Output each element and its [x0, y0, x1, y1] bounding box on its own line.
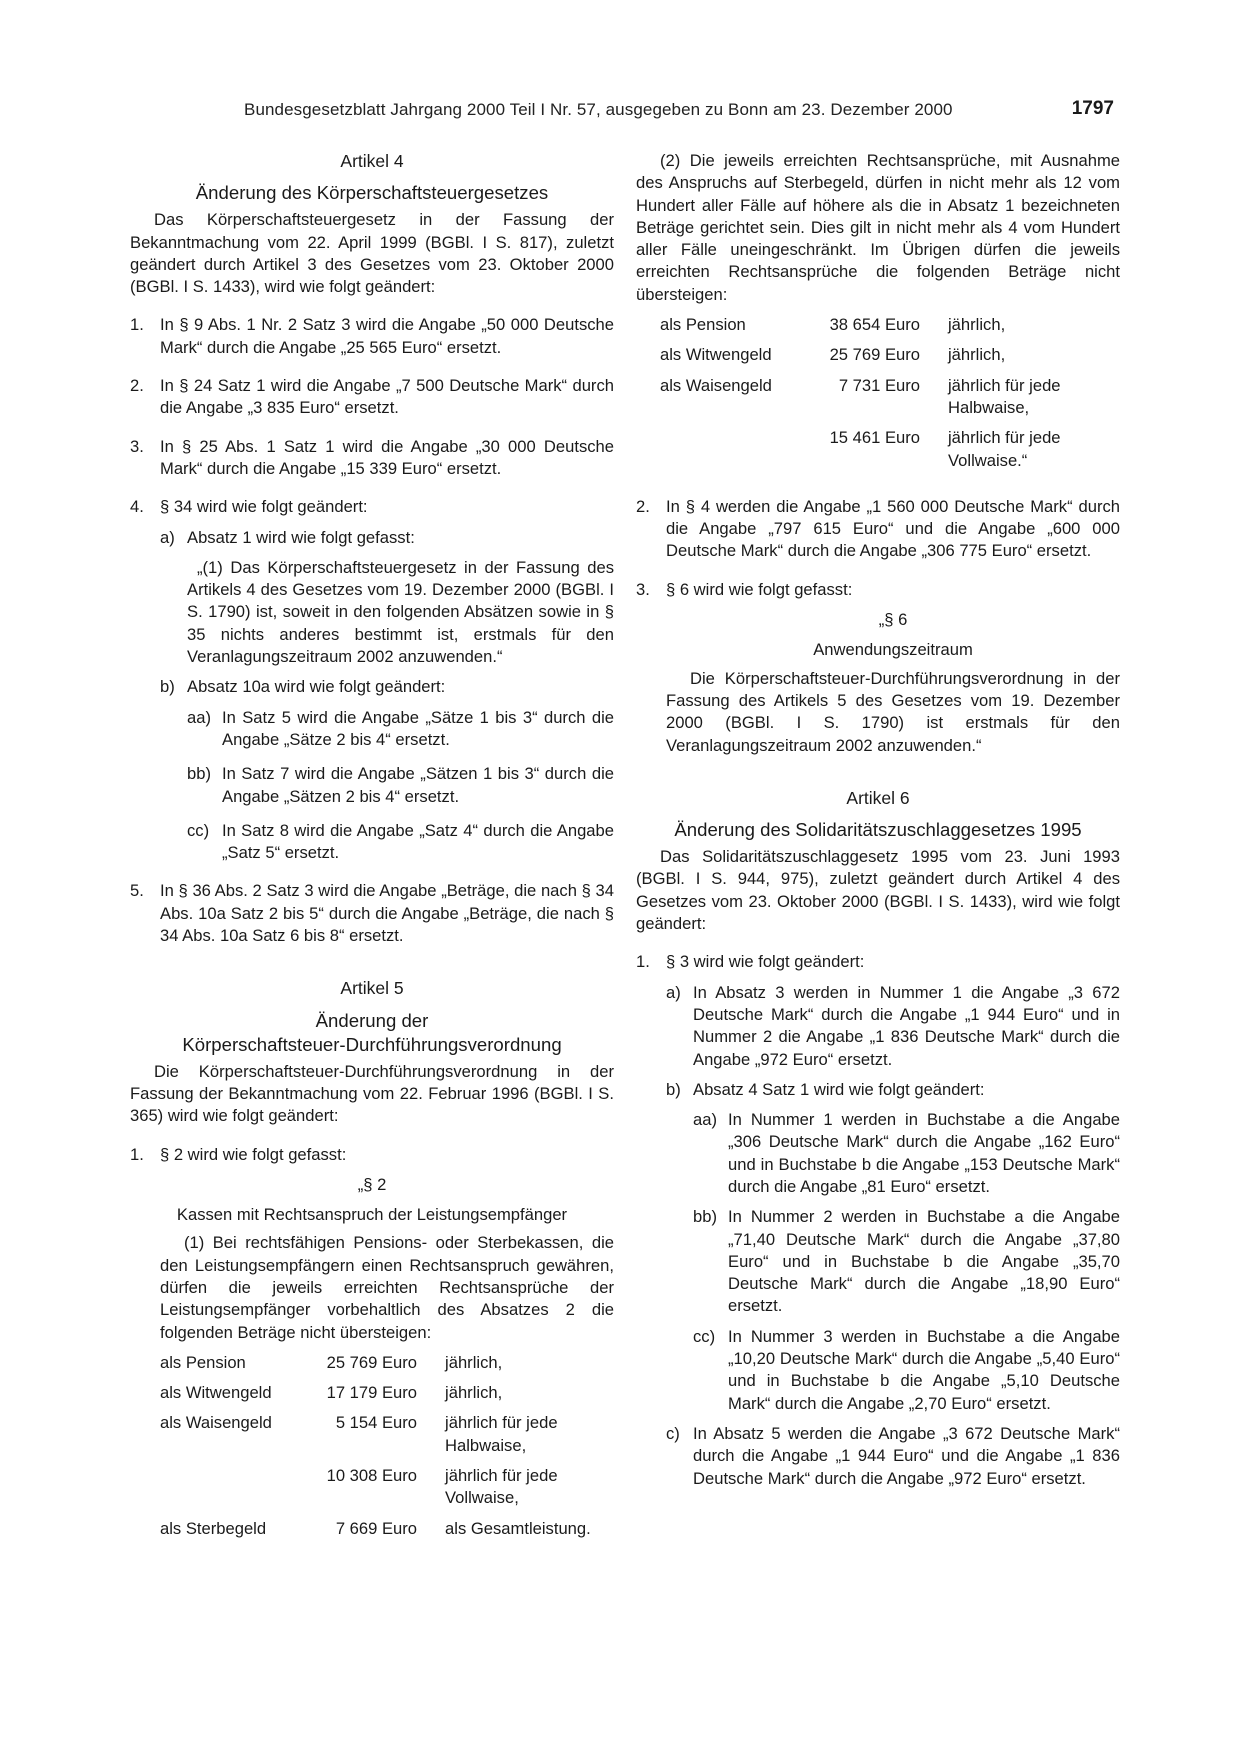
quoted-paragraph: „(1) Das Körperschaftsteuergesetz in der Fassung des Artikels 4 des Gesetzes vom 19. Dezember 2000 (BGBl. I S. 1790) ist, soweit in den folgenden Absätzen sowie in § 35 nichts anderes bestimmt ist, erstmals für den Veranlagungszeitraum 2002 anzuwenden.“	[187, 557, 614, 667]
article-5-subtitle-line2: Körperschaftsteuer-Durchführungsverordnung	[182, 1033, 562, 1055]
item-text: § 34 wird wie folgt geändert:	[160, 497, 368, 517]
subitem-text: Absatz 4 Satz 1 wird wie folgt geändert:	[693, 1079, 985, 1099]
table-cell-label	[660, 427, 800, 480]
list-subitem	[130, 676, 614, 698]
table-cell-amount: 38 654 Euro	[829, 315, 920, 335]
table-cell-label: als Waisengeld	[160, 1413, 272, 1433]
subsubitem-text: In Satz 5 wird die Angabe „Sätze 1 bis 3“ durch die Angabe „Sätze 2 bis 4“ ersetzt.	[222, 707, 614, 749]
table-cell-label: als Witwengeld	[160, 1383, 272, 1403]
article-5-title: Artikel 5	[340, 978, 404, 999]
table-row	[660, 375, 1118, 428]
table-cell-label: als Witwengeld	[660, 345, 772, 365]
table-cell-note: jährlich,	[948, 345, 1006, 365]
page-number: 1797	[1071, 98, 1114, 119]
item-number: 3.	[636, 579, 650, 599]
subsubitem-text: In Nummer 2 werden in Buchstabe a die Angabe „71,40 Deutsche Mark“ durch die Angabe „37,80 Euro“ und in Buchstabe b die Angabe „35,70 Deutsche Mark“ durch die Angabe „18,90 Euro“ ersetzt.	[728, 1207, 1120, 1316]
table-cell-note: jährlich,	[948, 315, 1006, 335]
subitem-text: In Absatz 3 werden in Nummer 1 die Angabe „3 672 Deutsche Mark“ durch die Angabe „1 944 Euro“ und in Nummer 2 die Angabe „1 836 Deutsche Mark“ durch die Angabe „972 Euro“ ersetzt.	[693, 982, 1120, 1069]
paragraph-title: Anwendungszeitraum	[813, 640, 973, 660]
item-number: 3.	[130, 436, 144, 456]
list-subitem	[636, 982, 1120, 1071]
article-5-intro: Die Körperschaftsteuer-Durchführungsverordnung in der Fassung der Bekanntmachung vom 22. Februar 1996 (BGBl. I S. 365) wird wie folgt geändert:	[130, 1061, 614, 1126]
table-cell-amount: 7 731 Euro	[838, 375, 920, 395]
left-column	[130, 150, 614, 1548]
list-item	[636, 579, 1120, 601]
list-item	[130, 1144, 614, 1166]
paragraph-text: Die Körperschaftsteuer-Durchführungsverordnung in der Fassung des Artikels 5 des Gesetzes vom 19. Dezember 2000 (BGBl. I S. 1790) ist erstmals für den Veranlagungszeitraum 2002 anzuwenden.“	[666, 668, 1120, 755]
values-table-right	[660, 314, 1118, 480]
item-text: In § 25 Abs. 1 Satz 1 wird die Angabe „30 000 Deutsche Mark“ durch die Angabe „15 339 Euro“ ersetzt.	[160, 436, 614, 478]
item-text: In § 24 Satz 1 wird die Angabe „7 500 Deutsche Mark“ durch die Angabe „3 835 Euro“ ersetzt.	[160, 376, 614, 418]
table-cell-note: jährlich für jede Halbwaise,	[445, 1413, 558, 1455]
table-cell-note: jährlich,	[445, 1352, 503, 1372]
table-cell-amount: 5 154 Euro	[335, 1413, 418, 1433]
subitem-text: Absatz 10a wird wie folgt geändert:	[187, 677, 446, 697]
table-cell-amount: 7 669 Euro	[335, 1518, 418, 1538]
table-cell-amount: 17 179 Euro	[326, 1383, 418, 1403]
item-text: § 2 wird wie folgt gefasst:	[160, 1144, 347, 1164]
paragraph-title: Kassen mit Rechtsanspruch der Leistungsempfänger	[176, 1205, 568, 1225]
table-row	[160, 1465, 614, 1518]
item-text: § 3 wird wie folgt geändert:	[666, 952, 865, 972]
list-item	[130, 880, 614, 947]
table-cell-note: jährlich,	[445, 1383, 503, 1403]
article-6-subtitle: Änderung des Solidaritätszuschlaggesetzes 1995	[674, 819, 1082, 841]
article-5-subtitle-line1: Änderung der	[315, 1009, 429, 1031]
item-number: 1.	[636, 952, 650, 972]
item-number: 1.	[130, 1144, 144, 1164]
article-4-intro: Das Körperschaftsteuergesetz in der Fassung der Bekanntmachung vom 22. April 1999 (BGBl. I S. 817), zuletzt geändert durch Artikel 3 des Gesetzes vom 23. Oktober 2000 (BGBl. I S. 1433), wird wie folgt geändert:	[130, 210, 614, 297]
table-cell-note: jährlich für jede Vollwaise.“	[948, 428, 1061, 470]
values-table-left	[160, 1352, 614, 1548]
subitem-letter: c)	[666, 1423, 680, 1443]
subsubitem-label: cc)	[693, 1326, 716, 1346]
right-column	[636, 150, 1120, 1490]
table-cell-label: als Pension	[660, 315, 746, 335]
table-cell-note: jährlich für jede Halbwaise,	[948, 375, 1061, 417]
list-item	[130, 375, 614, 420]
paragraph-sign: „§ 6	[878, 610, 908, 630]
article-6-title: Artikel 6	[846, 787, 910, 808]
list-subsubitem	[130, 763, 614, 808]
subsubitem-label: bb)	[693, 1207, 717, 1227]
item-number: 5.	[130, 881, 144, 901]
subsubitem-text: In Satz 8 wird die Angabe „Satz 4“ durch die Angabe „Satz 5“ ersetzt.	[222, 820, 614, 863]
table-cell-label: als Sterbegeld	[160, 1518, 267, 1538]
list-item	[130, 314, 614, 359]
header-text: Bundesgesetzblatt Jahrgang 2000 Teil I Nr. 57, ausgegeben zu Bonn am 23. Dezember 2000	[244, 100, 953, 119]
table-cell-label: als Waisengeld	[660, 375, 772, 395]
article-4-title: Artikel 4	[340, 151, 404, 171]
list-item	[130, 436, 614, 481]
article-4-subtitle: Änderung des Körperschaftsteuergesetzes	[195, 182, 549, 204]
article-6-intro: Das Solidaritätszuschlaggesetz 1995 vom 23. Juni 1993 (BGBl. I S. 944, 975), zuletzt geändert durch Artikel 4 des Gesetzes vom 23. Oktober 2000 (BGBl. I S. 1433), wird wie folgt geändert:	[636, 847, 1120, 934]
table-row	[660, 427, 1118, 480]
table-cell-label: als Pension	[160, 1352, 246, 1372]
subsubitem-text: In Satz 7 wird die Angabe „Sätzen 1 bis 3“ durch die Angabe „Sätzen 2 bis 4“ ersetzt.	[222, 764, 614, 806]
subsubitem-label: aa)	[187, 707, 211, 727]
subitem-letter: b)	[160, 677, 175, 697]
item-number: 2.	[130, 376, 144, 396]
paragraph-2-text: (2) Die jeweils erreichten Rechtsansprüche, mit Ausnahme des Anspruchs auf Sterbegeld, dürfen in nicht mehr als 12 vom Hundert aller Fälle auf höhere als die in Absatz 1 bezeichneten Beträge gerichtet sein. Dies gilt in nicht mehr als 4 vom Hundert aller Fälle uneingeschränkt. Im Übrigen dürfen die jeweils erreichten Rechtsansprüche die folgenden Beträge nicht übersteigen:	[636, 151, 1120, 304]
paragraph-sign: „§ 2	[357, 1174, 387, 1194]
subitem-letter: b)	[666, 1079, 681, 1099]
item-text: In § 36 Abs. 2 Satz 3 wird die Angabe „Beträge, die nach § 34 Abs. 10a Satz 2 bis 5“ durch die Angabe „Beträge, die nach § 34 Abs. 10a Satz 6 bis 8“ ersetzt.	[160, 881, 614, 946]
table-cell-amount: 10 308 Euro	[326, 1466, 418, 1486]
item-number: 1.	[130, 315, 144, 335]
item-text: In § 4 werden die Angabe „1 560 000 Deutsche Mark“ durch die Angabe „797 615 Euro“ und die Angabe „600 000 Deutsche Mark“ durch die Angabe „306 775 Euro“ ersetzt.	[666, 496, 1120, 561]
table-row	[660, 344, 1118, 374]
list-subsubitem	[130, 707, 614, 752]
list-subitem	[130, 527, 614, 549]
list-subitem	[636, 1423, 1120, 1490]
item-text: In § 9 Abs. 1 Nr. 2 Satz 3 wird die Angabe „50 000 Deutsche Mark“ durch die Angabe „25 565 Euro“ ersetzt.	[160, 315, 614, 357]
list-subsubitem	[636, 1326, 1120, 1415]
subitem-letter: a)	[160, 527, 175, 547]
list-subsubitem	[636, 1206, 1120, 1317]
paragraph-text: (1) Bei rechtsfähigen Pensions- oder Sterbekassen, die den Leistungsempfängern einen Rechtsanspruch gewähren, dürfen die jeweils erreichten Rechtsansprüche der Leistungsempfänger vorbehaltlich des Absatzes 2 die folgenden Beträge nicht übersteigen:	[160, 1233, 614, 1342]
list-subsubitem	[130, 820, 614, 865]
table-row	[160, 1382, 614, 1412]
table-cell-amount: 25 769 Euro	[326, 1352, 418, 1372]
table-cell-note: jährlich für jede Vollwaise,	[445, 1466, 558, 1508]
subsubitem-text: In Nummer 3 werden in Buchstabe a die Angabe „10,20 Deutsche Mark“ durch die Angabe „5,40 Euro“ und in Buchstabe b die Angabe „5,10 Deutsche Mark“ durch die Angabe „2,70 Euro“ ersetzt.	[728, 1326, 1120, 1413]
table-cell-amount: 15 461 Euro	[829, 428, 920, 448]
page-header	[244, 100, 1120, 126]
table-row	[660, 314, 1118, 344]
table-cell-note: als Gesamtleistung.	[445, 1518, 591, 1538]
subitem-letter: a)	[666, 982, 681, 1002]
list-item	[636, 951, 1120, 973]
list-subitem	[636, 1079, 1120, 1101]
item-number: 2.	[636, 496, 650, 516]
subsubitem-label: aa)	[693, 1110, 717, 1130]
item-number: 4.	[130, 497, 144, 517]
subsubitem-label: cc)	[187, 820, 210, 840]
table-row	[160, 1518, 614, 1548]
table-cell-label	[160, 1465, 299, 1518]
subitem-text: In Absatz 5 werden die Angabe „3 672 Deutsche Mark“ durch die Angabe „1 944 Euro“ und die Angabe „1 836 Deutsche Mark“ durch die Angabe „972 Euro“ ersetzt.	[693, 1423, 1120, 1488]
list-subsubitem	[636, 1109, 1120, 1198]
list-item	[636, 496, 1120, 563]
subsubitem-label: bb)	[187, 764, 211, 784]
table-row	[160, 1412, 614, 1465]
item-text: § 6 wird wie folgt gefasst:	[666, 579, 853, 599]
table-cell-amount: 25 769 Euro	[829, 345, 920, 365]
subsubitem-text: In Nummer 1 werden in Buchstabe a die Angabe „306 Deutsche Mark“ durch die Angabe „162 Euro“ und in Buchstabe b die Angabe „153 Deutsche Mark“ durch die Angabe „81 Euro“ ersetzt.	[728, 1110, 1120, 1196]
list-item	[130, 496, 614, 518]
table-row	[160, 1352, 614, 1382]
subitem-text: Absatz 1 wird wie folgt gefasst:	[187, 527, 415, 547]
